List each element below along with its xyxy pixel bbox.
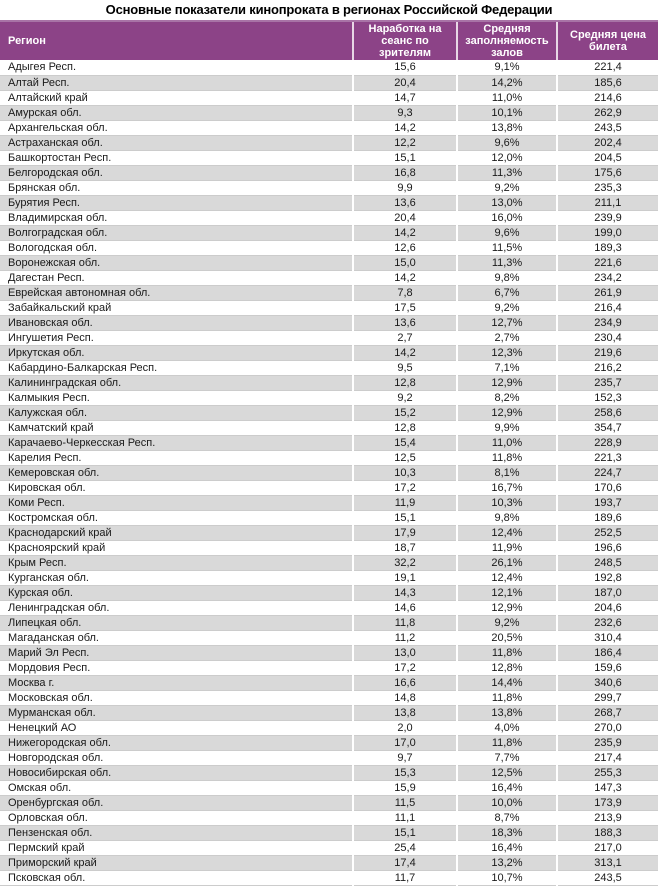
value-cell: 8,7% <box>457 810 557 825</box>
region-cell: Забайкальский край <box>8 301 112 314</box>
value-cell: 239,9 <box>557 210 658 225</box>
table-row <box>0 240 658 255</box>
value-cell: 243,5 <box>557 870 658 885</box>
value-cell: 11,7 <box>353 870 457 885</box>
table-row <box>0 870 658 885</box>
value-cell: 10,3% <box>457 495 557 510</box>
value-cell: 228,9 <box>557 435 658 450</box>
region-cell: Башкортостан Респ. <box>8 151 112 164</box>
value-cell: 187,0 <box>557 585 658 600</box>
value-cell: 2,0 <box>353 720 457 735</box>
value-cell: 232,6 <box>557 615 658 630</box>
table-row <box>0 615 658 630</box>
region-cell: Камчатский край <box>8 421 94 434</box>
value-cell: 20,4 <box>353 210 457 225</box>
region-cell: Еврейская автономная обл. <box>8 286 151 299</box>
value-cell: 11,2 <box>353 630 457 645</box>
table-row <box>0 585 658 600</box>
value-cell: 235,7 <box>557 375 658 390</box>
value-cell: 211,1 <box>557 195 658 210</box>
value-cell: 310,4 <box>557 630 658 645</box>
value-cell: 12,9% <box>457 405 557 420</box>
region-cell: Бурятия Респ. <box>8 196 80 209</box>
value-cell: 8,2% <box>457 390 557 405</box>
value-cell: 235,3 <box>557 180 658 195</box>
table-row <box>0 60 658 75</box>
value-cell: 13,6 <box>353 195 457 210</box>
value-cell: 14,8 <box>353 690 457 705</box>
header-row <box>0 21 658 60</box>
value-cell: 17,4 <box>353 855 457 870</box>
region-cell: Пензенская обл. <box>8 826 93 839</box>
value-cell: 26,1% <box>457 555 557 570</box>
region-cell: Курская обл. <box>8 586 73 599</box>
value-cell: 188,3 <box>557 825 658 840</box>
value-cell: 32,2 <box>353 555 457 570</box>
table-row <box>0 690 658 705</box>
region-cell: Мурманская обл. <box>8 706 96 719</box>
value-cell: 12,4% <box>457 570 557 585</box>
value-cell: 12,5 <box>353 450 457 465</box>
value-cell: 12,8% <box>457 660 557 675</box>
value-cell: 268,7 <box>557 705 658 720</box>
table-row <box>0 480 658 495</box>
table-row <box>0 315 658 330</box>
value-cell: 11,5% <box>457 240 557 255</box>
value-cell: 16,6 <box>353 675 457 690</box>
value-cell: 17,9 <box>353 525 457 540</box>
region-cell: Карачаево-Черкесская Респ. <box>8 436 156 449</box>
column-header-1: Наработка на сеанс по зрителям <box>353 21 457 60</box>
value-cell: 18,7 <box>353 540 457 555</box>
value-cell: 17,2 <box>353 660 457 675</box>
region-cell: Ингушетия Респ. <box>8 331 94 344</box>
value-cell: 11,0% <box>457 435 557 450</box>
value-cell: 11,8% <box>457 690 557 705</box>
value-cell: 15,2 <box>353 405 457 420</box>
region-cell: Калининградская обл. <box>8 376 122 389</box>
table-row <box>0 510 658 525</box>
value-cell: 9,5 <box>353 360 457 375</box>
value-cell: 9,8% <box>457 510 557 525</box>
value-cell: 13,0% <box>457 195 557 210</box>
table-row <box>0 345 658 360</box>
value-cell: 8,1% <box>457 465 557 480</box>
table-row <box>0 360 658 375</box>
value-cell: 234,2 <box>557 270 658 285</box>
region-cell: Красноярский край <box>8 541 106 554</box>
value-cell: 13,2% <box>457 855 557 870</box>
value-cell: 12,9% <box>457 375 557 390</box>
value-cell: 11,8% <box>457 450 557 465</box>
value-cell: 186,4 <box>557 645 658 660</box>
value-cell: 221,4 <box>557 60 658 75</box>
region-cell: Москва г. <box>8 676 55 689</box>
region-cell: Магаданская обл. <box>8 631 99 644</box>
table-row <box>0 570 658 585</box>
region-cell: Краснодарский край <box>8 526 112 539</box>
value-cell: 189,6 <box>557 510 658 525</box>
value-cell: 185,6 <box>557 75 658 90</box>
table-row <box>0 600 658 615</box>
region-cell: Адыгея Респ. <box>8 61 77 74</box>
value-cell: 13,0 <box>353 645 457 660</box>
table-row <box>0 150 658 165</box>
value-cell: 243,5 <box>557 120 658 135</box>
table-row <box>0 750 658 765</box>
region-cell: Коми Респ. <box>8 496 65 509</box>
region-cell: Мордовия Респ. <box>8 661 91 674</box>
value-cell: 10,7% <box>457 870 557 885</box>
value-cell: 12,9% <box>457 600 557 615</box>
region-cell: Оренбургская обл. <box>8 796 104 809</box>
value-cell: 12,5% <box>457 765 557 780</box>
region-cell: Воронежская обл. <box>8 256 101 269</box>
value-cell: 10,3 <box>353 465 457 480</box>
value-cell: 9,3 <box>353 105 457 120</box>
region-cell: Калмыкия Респ. <box>8 391 90 404</box>
value-cell: 255,3 <box>557 765 658 780</box>
value-cell: 11,3% <box>457 255 557 270</box>
region-cell: Новгородская обл. <box>8 751 104 764</box>
table-row <box>0 225 658 240</box>
value-cell: 9,2% <box>457 180 557 195</box>
value-cell: 173,9 <box>557 795 658 810</box>
value-cell: 15,1 <box>353 825 457 840</box>
value-cell: 189,3 <box>557 240 658 255</box>
value-cell: 196,6 <box>557 540 658 555</box>
value-cell: 248,5 <box>557 555 658 570</box>
value-cell: 221,3 <box>557 450 658 465</box>
value-cell: 10,1% <box>457 105 557 120</box>
region-cell: Брянская обл. <box>8 181 81 194</box>
value-cell: 12,2 <box>353 135 457 150</box>
value-cell: 262,9 <box>557 105 658 120</box>
region-cell: Ленинградская обл. <box>8 601 110 614</box>
value-cell: 252,5 <box>557 525 658 540</box>
value-cell: 17,2 <box>353 480 457 495</box>
region-cell: Астраханская обл. <box>8 136 103 149</box>
value-cell: 13,6 <box>353 315 457 330</box>
value-cell: 313,1 <box>557 855 658 870</box>
value-cell: 16,8 <box>353 165 457 180</box>
table-row <box>0 450 658 465</box>
value-cell: 14,3 <box>353 585 457 600</box>
region-cell: Новосибирская обл. <box>8 766 112 779</box>
region-cell: Крым Респ. <box>8 556 67 569</box>
value-cell: 15,1 <box>353 510 457 525</box>
table-row <box>0 630 658 645</box>
value-cell: 216,2 <box>557 360 658 375</box>
value-cell: 235,9 <box>557 735 658 750</box>
region-cell: Приморский край <box>8 856 97 869</box>
table-row <box>0 855 658 870</box>
value-cell: 11,3% <box>457 165 557 180</box>
value-cell: 15,6 <box>353 60 457 75</box>
value-cell: 11,8% <box>457 735 557 750</box>
table-row <box>0 825 658 840</box>
table-header <box>0 21 658 60</box>
table-row <box>0 795 658 810</box>
value-cell: 7,1% <box>457 360 557 375</box>
value-cell: 217,0 <box>557 840 658 855</box>
value-cell: 9,2 <box>353 390 457 405</box>
value-cell: 14,4% <box>457 675 557 690</box>
value-cell: 19,1 <box>353 570 457 585</box>
value-cell: 13,8% <box>457 120 557 135</box>
region-cell: Белгородская обл. <box>8 166 103 179</box>
value-cell: 12,8 <box>353 420 457 435</box>
table-row <box>0 660 658 675</box>
value-cell: 14,2 <box>353 225 457 240</box>
table-row <box>0 120 658 135</box>
region-cell: Московская обл. <box>8 691 93 704</box>
region-cell: Вологодская обл. <box>8 241 98 254</box>
region-cell: Архангельская обл. <box>8 121 108 134</box>
column-header-0: Регион <box>0 21 353 60</box>
table-row <box>0 645 658 660</box>
value-cell: 234,9 <box>557 315 658 330</box>
region-cell: Кемеровская обл. <box>8 466 100 479</box>
column-header-3: Средняя цена билета <box>557 21 658 60</box>
value-cell: 14,2 <box>353 120 457 135</box>
value-cell: 258,6 <box>557 405 658 420</box>
value-cell: 9,2% <box>457 615 557 630</box>
region-cell: Марий Эл Респ. <box>8 646 90 659</box>
value-cell: 12,0% <box>457 150 557 165</box>
region-cell: Кировская обл. <box>8 481 86 494</box>
value-cell: 224,7 <box>557 465 658 480</box>
table-row <box>0 255 658 270</box>
value-cell: 2,7 <box>353 330 457 345</box>
value-cell: 354,7 <box>557 420 658 435</box>
table-row <box>0 735 658 750</box>
value-cell: 299,7 <box>557 690 658 705</box>
value-cell: 221,6 <box>557 255 658 270</box>
region-cell: Костромская обл. <box>8 511 98 524</box>
value-cell: 14,6 <box>353 600 457 615</box>
value-cell: 214,6 <box>557 90 658 105</box>
value-cell: 204,5 <box>557 150 658 165</box>
value-cell: 193,7 <box>557 495 658 510</box>
region-cell: Карелия Респ. <box>8 451 82 464</box>
value-cell: 217,4 <box>557 750 658 765</box>
value-cell: 17,5 <box>353 300 457 315</box>
value-cell: 15,1 <box>353 150 457 165</box>
table-row <box>0 390 658 405</box>
table-row <box>0 285 658 300</box>
table-row <box>0 495 658 510</box>
value-cell: 20,5% <box>457 630 557 645</box>
value-cell: 18,3% <box>457 825 557 840</box>
value-cell: 261,9 <box>557 285 658 300</box>
value-cell: 11,0% <box>457 90 557 105</box>
cinema-indicators-table <box>0 20 658 886</box>
value-cell: 219,6 <box>557 345 658 360</box>
value-cell: 11,9 <box>353 495 457 510</box>
table-row <box>0 420 658 435</box>
value-cell: 10,0% <box>457 795 557 810</box>
value-cell: 25,4 <box>353 840 457 855</box>
value-cell: 159,6 <box>557 660 658 675</box>
region-cell: Калужская обл. <box>8 406 88 419</box>
table-row <box>0 435 658 450</box>
value-cell: 13,8% <box>457 705 557 720</box>
value-cell: 9,2% <box>457 300 557 315</box>
region-cell: Амурская обл. <box>8 106 82 119</box>
table-row <box>0 405 658 420</box>
value-cell: 147,3 <box>557 780 658 795</box>
region-cell: Кабардино-Балкарская Респ. <box>8 361 158 374</box>
value-cell: 12,3% <box>457 345 557 360</box>
value-cell: 6,7% <box>457 285 557 300</box>
value-cell: 9,6% <box>457 225 557 240</box>
value-cell: 16,7% <box>457 480 557 495</box>
value-cell: 14,7 <box>353 90 457 105</box>
value-cell: 11,8 <box>353 615 457 630</box>
table-row <box>0 180 658 195</box>
table-row <box>0 300 658 315</box>
value-cell: 216,4 <box>557 300 658 315</box>
region-cell: Иркутская обл. <box>8 346 85 359</box>
value-cell: 199,0 <box>557 225 658 240</box>
region-cell: Нижегородская обл. <box>8 736 111 749</box>
value-cell: 11,9% <box>457 540 557 555</box>
value-cell: 213,9 <box>557 810 658 825</box>
region-cell: Псковская обл. <box>8 871 86 884</box>
value-cell: 20,4 <box>353 75 457 90</box>
region-cell: Алтай Респ. <box>8 76 70 89</box>
table-row <box>0 525 658 540</box>
value-cell: 14,2% <box>457 75 557 90</box>
value-cell: 15,3 <box>353 765 457 780</box>
value-cell: 9,9% <box>457 420 557 435</box>
region-cell: Орловская обл. <box>8 811 88 824</box>
region-cell: Волгоградская обл. <box>8 226 108 239</box>
table-row <box>0 705 658 720</box>
value-cell: 11,8% <box>457 645 557 660</box>
value-cell: 170,6 <box>557 480 658 495</box>
table-row <box>0 810 658 825</box>
value-cell: 340,6 <box>557 675 658 690</box>
value-cell: 9,8% <box>457 270 557 285</box>
value-cell: 2,7% <box>457 330 557 345</box>
value-cell: 12,6 <box>353 240 457 255</box>
value-cell: 4,0% <box>457 720 557 735</box>
table-row <box>0 840 658 855</box>
value-cell: 270,0 <box>557 720 658 735</box>
value-cell: 15,9 <box>353 780 457 795</box>
value-cell: 192,8 <box>557 570 658 585</box>
table-row <box>0 330 658 345</box>
value-cell: 14,2 <box>353 270 457 285</box>
value-cell: 16,4% <box>457 780 557 795</box>
value-cell: 15,4 <box>353 435 457 450</box>
value-cell: 13,8 <box>353 705 457 720</box>
table-row <box>0 210 658 225</box>
value-cell: 9,1% <box>457 60 557 75</box>
table-row <box>0 270 658 285</box>
region-cell: Ивановская обл. <box>8 316 93 329</box>
value-cell: 15,0 <box>353 255 457 270</box>
region-cell: Дагестан Респ. <box>8 271 85 284</box>
value-cell: 16,4% <box>457 840 557 855</box>
table-row <box>0 765 658 780</box>
value-cell: 9,9 <box>353 180 457 195</box>
region-cell: Омская обл. <box>8 781 72 794</box>
table-row <box>0 465 658 480</box>
value-cell: 9,7 <box>353 750 457 765</box>
table-body <box>0 60 658 885</box>
region-cell: Владимирская обл. <box>8 211 108 224</box>
table-row <box>0 195 658 210</box>
value-cell: 12,7% <box>457 315 557 330</box>
value-cell: 11,1 <box>353 810 457 825</box>
value-cell: 17,0 <box>353 735 457 750</box>
table-row <box>0 375 658 390</box>
table-row <box>0 675 658 690</box>
value-cell: 230,4 <box>557 330 658 345</box>
value-cell: 175,6 <box>557 165 658 180</box>
region-cell: Курганская обл. <box>8 571 89 584</box>
table-row <box>0 135 658 150</box>
value-cell: 204,6 <box>557 600 658 615</box>
table-row <box>0 720 658 735</box>
region-cell: Липецкая обл. <box>8 616 82 629</box>
table-row <box>0 540 658 555</box>
region-cell: Ненецкий АО <box>8 721 77 734</box>
value-cell: 12,8 <box>353 375 457 390</box>
value-cell: 16,0% <box>457 210 557 225</box>
column-header-2: Средняя заполняемость залов <box>457 21 557 60</box>
value-cell: 7,7% <box>457 750 557 765</box>
value-cell: 12,1% <box>457 585 557 600</box>
value-cell: 14,2 <box>353 345 457 360</box>
value-cell: 12,4% <box>457 525 557 540</box>
value-cell: 202,4 <box>557 135 658 150</box>
table-row <box>0 165 658 180</box>
table-row <box>0 90 658 105</box>
value-cell: 9,6% <box>457 135 557 150</box>
value-cell: 152,3 <box>557 390 658 405</box>
table-row <box>0 780 658 795</box>
table-row <box>0 105 658 120</box>
region-cell: Пермский край <box>8 841 85 854</box>
value-cell: 7,8 <box>353 285 457 300</box>
page-title: Основные показатели кинопроката в регионах Российской Федерации <box>105 2 553 17</box>
table-row <box>0 555 658 570</box>
value-cell: 11,5 <box>353 795 457 810</box>
table-row <box>0 75 658 90</box>
region-cell: Алтайский край <box>8 91 88 104</box>
